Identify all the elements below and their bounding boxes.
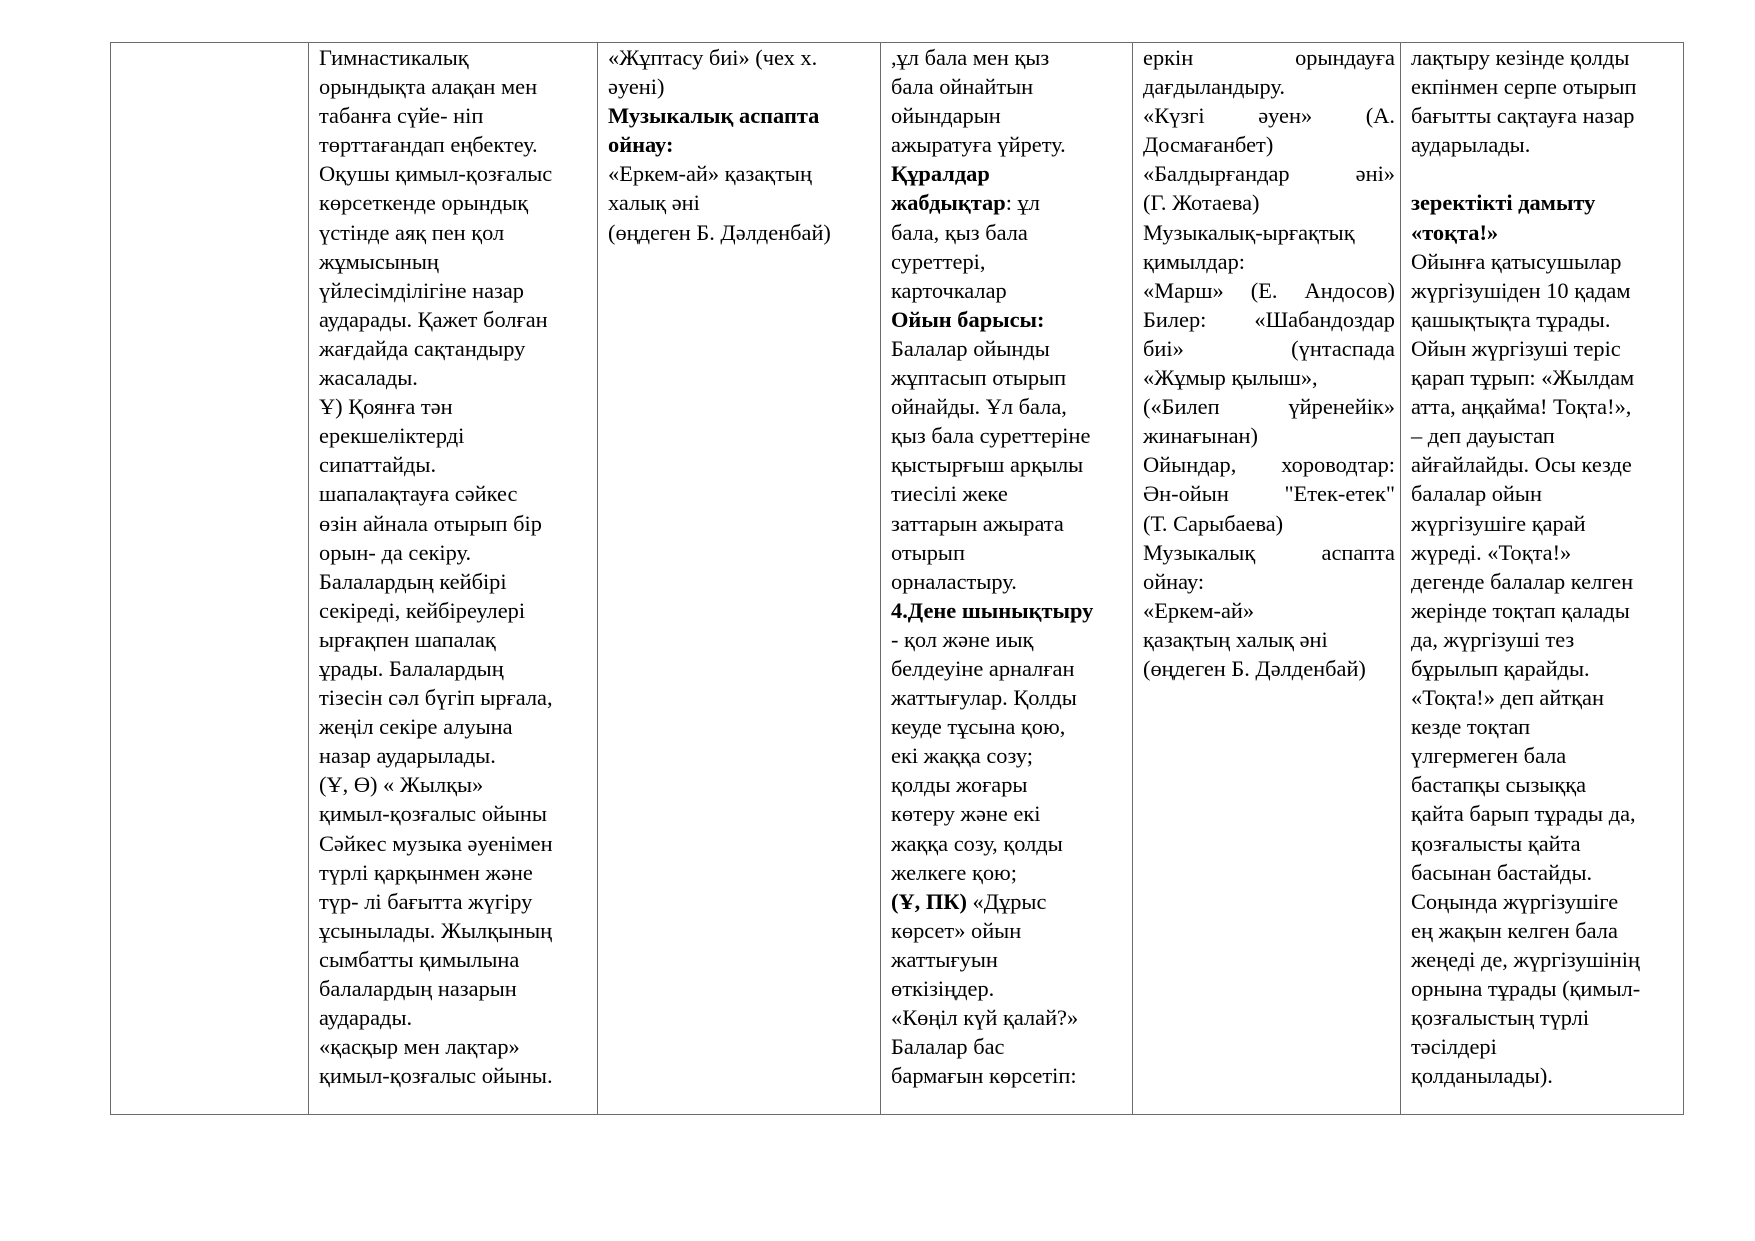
- text-line: төрттағандап еңбектеу.: [319, 132, 538, 158]
- text-line: бала, қыз бала: [891, 219, 1028, 245]
- text-line: жағдайда сақтандыру: [319, 335, 526, 361]
- text-line: орнына тұрады (қимыл-: [1411, 976, 1641, 1001]
- text-line: (Т. Сарыбаева): [1143, 510, 1284, 536]
- text-line: «Көңіл күй қалай?»: [891, 1005, 1079, 1031]
- text-line: (Ұ, Ө) « Жылқы»: [319, 772, 484, 798]
- text-line: көтеру және екі: [891, 801, 1041, 827]
- text-line: ажыратуға үйрету.: [891, 132, 1066, 158]
- text-line: Билер: «Шабандоздар: [1143, 306, 1395, 332]
- text-line: Досмағанбет): [1143, 132, 1274, 158]
- text-line: ойнау:: [608, 132, 674, 158]
- text-line: бұрылып қарайды.: [1411, 655, 1590, 681]
- text-line: карточкалар: [891, 277, 1007, 303]
- text-line: ұсынылады. Жылқының: [319, 917, 553, 943]
- text-line: үйлесімділігіне назар: [319, 277, 525, 303]
- text-line: қозғалысты қайта: [1411, 830, 1581, 856]
- text-line: екі жаққа созу;: [891, 743, 1033, 769]
- text-line: лақтыру кезінде қолды: [1411, 45, 1630, 70]
- text-line: тәсілдері: [1411, 1034, 1497, 1060]
- text-line: қимыл-қозғалыс ойыны: [319, 801, 547, 827]
- text-line: [891, 188, 1127, 217]
- text-line: тізесін сәл бүгіп ырғала,: [319, 685, 553, 711]
- text-line: жерінде тоқтап қалады: [1411, 597, 1630, 623]
- text-run: жабдықтар: [891, 190, 1006, 216]
- text-line: Соңында жүргізушіге: [1411, 888, 1619, 914]
- table-cell-col-5: [1133, 43, 1401, 1115]
- text-line: еркін орындауға: [1143, 45, 1395, 70]
- text-line: сипаттайды.: [319, 452, 437, 478]
- text-line: кеуде тұсына қою,: [891, 714, 1066, 740]
- text-line: [1411, 159, 1678, 188]
- text-line: бармағын көрсетіп:: [891, 1063, 1077, 1089]
- text-line: жеңеді де, жүргізушінің: [1411, 946, 1640, 972]
- text-line: табанға сүйе- ніп: [319, 103, 484, 129]
- text-line: басынан бастайды.: [1411, 859, 1593, 885]
- text-line: өткізіңдер.: [891, 976, 995, 1001]
- text-line: жүргізушіден 10 қадам: [1411, 277, 1631, 303]
- text-line: Құралдар: [891, 161, 990, 187]
- text-line: жүреді. «Тоқта!»: [1411, 539, 1572, 565]
- lesson-plan-table: [110, 42, 1684, 1115]
- text-line: «Еркем-ай»: [1143, 597, 1255, 623]
- text-line: Ойындар, хороводтар:: [1143, 452, 1395, 478]
- text-line: көрсеткенде орындық: [319, 190, 529, 216]
- table-cell-col-3: [598, 43, 881, 1115]
- text-line: бала ойнайтын: [891, 74, 1034, 100]
- text-line: сымбатты қимылына: [319, 946, 520, 972]
- text-line: Сәйкес музыка әуенімен: [319, 830, 553, 856]
- text-line: балалардың назарын: [319, 976, 517, 1001]
- text-line: қыз бала суреттеріне: [891, 423, 1091, 449]
- text-line: ырғақпен шапалақ: [319, 626, 496, 652]
- text-line: («Билеп үйренейік»: [1143, 394, 1395, 420]
- text-line: «тоқта!»: [1411, 219, 1499, 245]
- text-line: Балалар бас: [891, 1034, 1005, 1060]
- text-line: Музыкалық аспапта: [608, 103, 820, 129]
- text-line: айғайлайды. Осы кезде: [1411, 452, 1632, 478]
- text-line: атта, аңқайма! Тоқта!»,: [1411, 394, 1632, 420]
- text-line: Ұ) Қоянға тән: [319, 394, 453, 420]
- text-line: балалар ойын: [1411, 481, 1542, 507]
- text-line: ұрады. Балалардың: [319, 655, 504, 681]
- text-line: қолданылады).: [1411, 1063, 1553, 1089]
- text-line: назар аударылады.: [319, 743, 496, 769]
- text-line: үстінде аяқ пен қол: [319, 219, 505, 245]
- text-line: түрлі қарқынмен және: [319, 859, 533, 885]
- text-line: биі» (үнтаспада: [1143, 335, 1395, 361]
- text-line: «Жұптасу биі» (чех х.: [608, 45, 818, 70]
- text-line: аударады. Қажет болған: [319, 306, 548, 332]
- text-line: қарап тұрып: «Жылдам: [1411, 365, 1635, 391]
- text-line: қимылдар:: [1143, 248, 1245, 274]
- text-line: қайта барып тұрады да,: [1411, 801, 1636, 827]
- text-line: 4.Дене шынықтыру: [891, 597, 1094, 623]
- text-line: аударады.: [319, 1005, 413, 1031]
- text-line: орын- да секіру.: [319, 539, 472, 565]
- text-line: желкеге қою;: [891, 859, 1017, 885]
- text-line: (Г. Жотаева): [1143, 190, 1260, 216]
- table-cell-col-4: [881, 43, 1133, 1115]
- text-line: орналастыру.: [891, 568, 1017, 594]
- text-line: ,ұл бала мен қыз: [891, 45, 1050, 70]
- text-line: белдеуіне арналған: [891, 655, 1075, 681]
- text-run: «Дұрыс: [966, 888, 1047, 914]
- text-line: дегенде балалар келген: [1411, 568, 1634, 594]
- text-line: дағдыландыру.: [1143, 74, 1285, 100]
- text-line: аударылады.: [1411, 132, 1531, 158]
- text-line: Балалар ойынды: [891, 335, 1050, 361]
- text-line: жүргізушіге қарай: [1411, 510, 1586, 536]
- text-line: қыстырғыш арқылы: [891, 452, 1084, 478]
- text-line: көрсет» ойын: [891, 917, 1022, 943]
- text-line: түр- лі бағытта жүгіру: [319, 888, 533, 914]
- text-line: (өңдеген Б. Дәлденбай): [1143, 655, 1366, 681]
- text-line: ойнау:: [1143, 568, 1205, 594]
- text-line: шапалақтауға сәйкес: [319, 481, 518, 507]
- text-line: жаққа созу, қолды: [891, 830, 1063, 856]
- table-row: [111, 43, 1684, 1115]
- table-cell-col-6: [1401, 43, 1684, 1115]
- text-line: заттарын ажырата: [891, 510, 1064, 536]
- table-cell-col-2: [309, 43, 598, 1115]
- text-line: қозғалыстың түрлі: [1411, 1005, 1590, 1031]
- text-line: ойнайды. Ұл бала,: [891, 394, 1067, 420]
- text-line: ойындарын: [891, 103, 1001, 129]
- text-line: қазақтың халық әні: [1143, 626, 1328, 652]
- text-line: екпінмен серпе отырып: [1411, 74, 1637, 100]
- text-run: : ұл: [1005, 190, 1040, 216]
- text-line: Ойын жүргізуші теріс: [1411, 335, 1621, 361]
- text-line: үлгермеген бала: [1411, 743, 1567, 769]
- text-line: «Тоқта!» деп айтқан: [1411, 685, 1604, 711]
- text-line: жаттығулар. Қолды: [891, 685, 1077, 711]
- text-line: «Еркем-ай» қазақтың: [608, 161, 812, 187]
- text-line: тиесілі жеке: [891, 481, 1008, 507]
- text-line: Музыкалық аспапта: [1143, 539, 1395, 565]
- text-line: қимыл-қозғалыс ойыны.: [319, 1063, 553, 1089]
- text-line: Оқушы қимыл-қозғалыс: [319, 161, 553, 187]
- text-line: «Жұмыр қылыш»,: [1143, 365, 1318, 391]
- text-line: бастапқы сызыққа: [1411, 772, 1587, 798]
- text-line: секіреді, кейбіреулері: [319, 597, 526, 623]
- text-line: бағытты сақтауға назар: [1411, 103, 1635, 129]
- text-line: кезде тоқтап: [1411, 714, 1531, 740]
- text-line: орындықта алақан мен: [319, 74, 538, 100]
- text-line: «Балдырғандар әні»: [1143, 161, 1395, 187]
- text-line: - қол және иық: [891, 626, 1034, 652]
- text-line: ең жақын келген бала: [1411, 917, 1618, 943]
- text-line: зеректікті дамыту: [1411, 190, 1596, 216]
- text-line: әуені): [608, 74, 665, 100]
- text-line: «Марш» (Е. Андосов): [1143, 277, 1395, 303]
- table-cell-col-1: [111, 43, 309, 1115]
- text-line: жұмысының: [319, 248, 439, 274]
- text-line: отырып: [891, 539, 965, 565]
- text-line: жасалады.: [319, 365, 418, 391]
- text-line: қолды жоғары: [891, 772, 1028, 798]
- text-run: (Ұ, ПК): [891, 888, 967, 914]
- text-line: «қасқыр мен лақтар»: [319, 1034, 520, 1060]
- text-line: жеңіл секіре алуына: [319, 714, 513, 740]
- text-line: қашықтықта тұрады.: [1411, 306, 1611, 332]
- text-line: да, жүргізуші тез: [1411, 626, 1575, 652]
- text-line: [891, 887, 1127, 916]
- text-line: Гимнастикалық: [319, 45, 469, 70]
- text-line: «Күзгі әуен» (А.: [1143, 103, 1395, 129]
- text-line: суреттері,: [891, 248, 986, 274]
- text-line: Балалардың кейбірі: [319, 568, 507, 594]
- text-line: өзін айнала отырып бір: [319, 510, 542, 536]
- text-line: Ән-ойын "Етек-етек": [1143, 481, 1395, 507]
- text-line: Ойын барысы:: [891, 306, 1045, 332]
- text-line: жұптасып отырып: [891, 365, 1067, 391]
- text-line: Музыкалық-ырғақтық: [1143, 219, 1355, 245]
- text-line: ерекшеліктерді: [319, 423, 465, 449]
- text-line: жаттығуын: [891, 946, 998, 972]
- text-line: (өңдеген Б. Дәлденбай): [608, 219, 831, 245]
- text-line: – деп дауыстап: [1411, 423, 1555, 449]
- text-line: Ойынға қатысушылар: [1411, 248, 1622, 274]
- text-line: халық әні: [608, 190, 700, 216]
- text-line: жинағынан): [1143, 423, 1258, 449]
